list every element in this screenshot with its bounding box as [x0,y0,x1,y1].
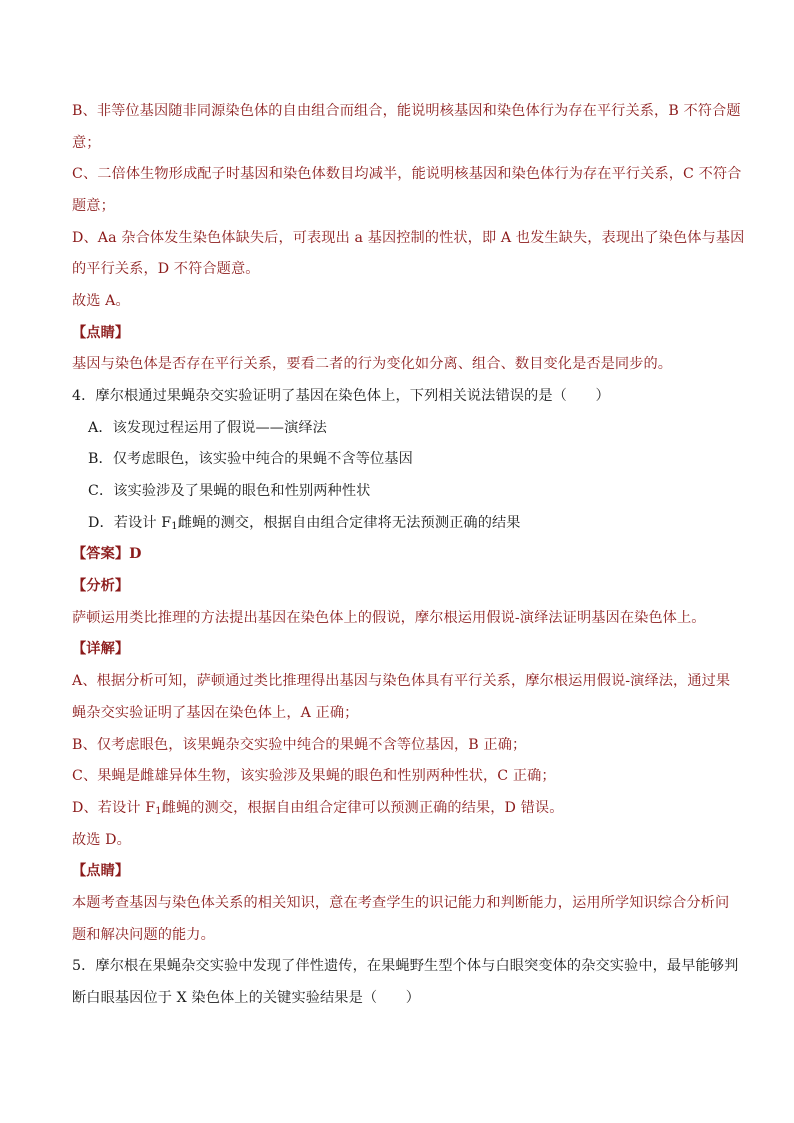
analysis-heading: 【分析】 [72,578,130,594]
comment-text-2-line-2: 题和解决问题的能力。 [72,927,215,943]
explanation-c-line-2: 题意； [72,198,115,214]
detail-a-line-1: A、根据分析可知，萨顿通过类比推理得出基因与染色体具有平行关系，摩尔根运用假说-演绎法，通过果 [72,673,731,689]
detail-heading: 【详解】 [72,641,130,657]
detail-d-suffix: 雌蝇的测交，根据自由组合定律可以预测正确的结果，D 错误。 [161,800,564,816]
comment-heading: 【点睛】 [72,325,130,341]
question-4-option-c: C．该实验涉及了果蝇的眼色和性别两种性状 [88,483,371,499]
option-d-suffix: 雌蝇的测交，根据自由组合定律将无法预测正确的结果 [177,515,521,531]
explanation-b-line-2: 意； [72,135,101,151]
detail-d-subscript: 1 [155,806,162,817]
answer-choice-prev: 故选 A。 [72,293,130,309]
question-4-option-b: B．仅考虑眼色，该实验中纯合的果蝇不含等位基因 [88,451,413,467]
option-d-subscript: 1 [171,521,178,532]
detail-a-line-2: 蝇杂交实验证明了基因在染色体上，A 正确； [72,705,359,721]
answer-choice-4: 故选 D。 [72,832,131,848]
option-d-prefix: D．若设计 F [88,515,172,531]
question-4-stem: 4．摩尔根通过果蝇杂交实验证明了基因在染色体上，下列相关说法错误的是（ ） [72,388,610,404]
explanation-d-line-2: 的平行关系，D 不符合题意。 [72,261,260,277]
explanation-c-line-1: C、二倍体生物形成配子时基因和染色体数目均减半，能说明核基因和染色体行为存在平行关系，C 不符合 [72,166,742,182]
comment-heading-2: 【点睛】 [72,863,130,879]
detail-b: B、仅考虑眼色，该果蝇杂交实验中纯合的果蝇不含等位基因，B 正确； [72,737,527,753]
detail-d [72,798,732,818]
detail-d-prefix: D、若设计 F [72,800,156,816]
answer-heading: 【答案】D [72,546,142,562]
explanation-b-line-1: B、非等位基因随非同源染色体的自由组合而组合，能说明核基因和染色体行为存在平行关系，B 不符合题 [72,103,741,119]
question-5-line-1: 5．摩尔根在果蝇杂交实验中发现了伴性遗传，在果蝇野生型个体与白眼突变体的杂交实验中，最早能够判 [72,958,739,974]
question-5-line-2: 断白眼基因位于 X 染色体上的关键实验结果是（ ） [72,990,421,1006]
comment-text-2-line-1: 本题考查基因与染色体关系的相关知识，意在考查学生的识记能力和判断能力，运用所学知识综合分析问 [72,895,730,911]
analysis-text: 萨顿运用类比推理的方法提出基因在染色体上的假说，摩尔根运用假说-演绎法证明基因在染色体上。 [72,610,706,626]
explanation-d-line-1: D、Aa 杂合体发生染色体缺失后，可表现出 a 基因控制的性状，即 A 也发生缺失，表现出了染色体与基因 [72,230,745,246]
detail-c: C、果蝇是雌雄异体生物，该实验涉及果蝇的眼色和性别两种性状，C 正确； [72,768,556,784]
question-4-option-d [88,513,748,533]
question-4-option-a: A．该发现过程运用了假说——演绎法 [88,420,327,436]
comment-text: 基因与染色体是否存在平行关系，要看二者的行为变化如分离、组合、数目变化是否是同步的。 [72,356,673,372]
